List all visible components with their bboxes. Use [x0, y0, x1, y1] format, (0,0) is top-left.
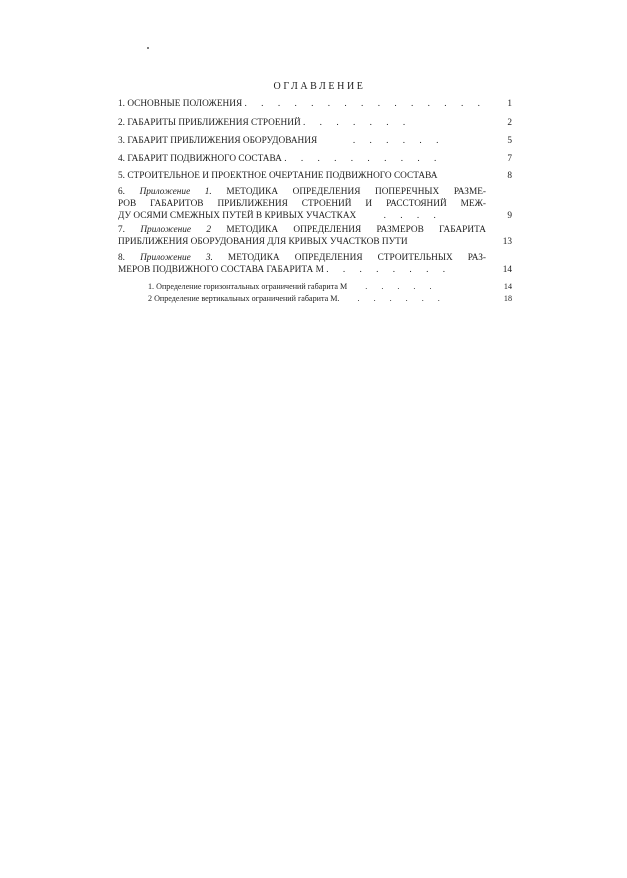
entry-title: ГАБАРИТЫ ПРИБЛИЖЕНИЯ СТРОЕНИЙ	[127, 118, 301, 128]
entry-page: 9	[507, 211, 512, 221]
dot-leader: . . . . . . . . . . . . . . .	[244, 99, 486, 109]
entry-title-line: МЕТОДИКА ОПРЕДЕЛЕНИЯ РАЗМЕРОВ ГАБАРИТА	[226, 225, 486, 235]
entry-title-line: ДУ ОСЯМИ СМЕЖНЫХ ПУТЕЙ В КРИВЫХ УЧАСТКАХ	[118, 211, 357, 221]
dot-leader: . . . .	[358, 211, 442, 221]
entry-line-2: РОВ ГАБАРИТОВ ПРИБЛИЖЕНИЯ СТРОЕНИЙ И РАССТОЯНИЙ МЕЖ-	[118, 199, 486, 209]
entry-page: 2	[507, 118, 512, 128]
entry-line-2: ПРИБЛИЖЕНИЯ ОБОРУДОВАНИЯ ДЛЯ КРИВЫХ УЧАСТКОВ ПУТИ	[118, 237, 408, 247]
entry-number: 6.	[118, 187, 125, 197]
entry-title: СТРОИТЕЛЬНОЕ И ПРОЕКТНОЕ ОЧЕРТАНИЕ ПОДВИЖНОГО СОСТАВА	[127, 171, 438, 181]
entry-title: Определение горизонтальных ограничений габарита М	[156, 282, 348, 291]
entry-page: 8	[507, 171, 512, 181]
entry-number: 3.	[118, 136, 125, 146]
entry-page: 14	[503, 282, 512, 291]
entry-title-line: МЕТОДИКА ОПРЕДЕЛЕНИЯ СТРОИТЕЛЬНЫХ РАЗ-	[227, 253, 486, 263]
appendix-label: Приложение 2	[140, 225, 211, 235]
entry-number: 8.	[118, 253, 125, 263]
toc-heading: ОГЛАВЛЕНИЕ	[273, 81, 366, 92]
scan-speck	[147, 47, 149, 49]
entry-page: 5	[507, 136, 512, 146]
appendix-label: Приложение 3.	[140, 253, 213, 263]
entry-title: ГАБАРИТ ПРИБЛИЖЕНИЯ ОБОРУДОВАНИЯ	[127, 136, 318, 146]
entry-number: 1.	[118, 99, 125, 109]
entry-title: ОСНОВНЫЕ ПОЛОЖЕНИЯ	[127, 99, 243, 109]
entry-number: 4.	[118, 154, 125, 164]
dot-leader: . . . . . . .	[303, 118, 412, 128]
entry-page: 14	[502, 265, 512, 275]
entry-line-1	[118, 224, 486, 236]
entry-page: 18	[503, 294, 512, 303]
entry-title-line: МЕРОВ ПОДВИЖНОГО СОСТАВА ГАБАРИТА М	[118, 265, 324, 275]
entry-number: 2	[148, 294, 153, 303]
entry-line-1	[118, 252, 486, 264]
entry-page: 13	[502, 237, 512, 247]
dot-leader: . . . . . .	[319, 136, 445, 146]
entry-line-3	[118, 210, 486, 222]
entry-page: 1	[507, 99, 512, 109]
entry-line-2	[118, 264, 486, 276]
entry-number: 1.	[148, 282, 155, 291]
entry-number: 2.	[118, 118, 125, 128]
entry-page: 7	[507, 154, 512, 164]
entry-line-1	[118, 186, 486, 198]
appendix-label: Приложение 1.	[139, 187, 212, 197]
dot-leader: . . . . . .	[341, 294, 446, 303]
entry-number: 5.	[118, 171, 125, 181]
entry-title: ГАБАРИТ ПОДВИЖНОГО СОСТАВА	[127, 154, 282, 164]
dot-leader: . . . . . . . . . .	[284, 154, 443, 164]
entry-title: Определение вертикальных ограничений габарита М.	[154, 294, 340, 303]
dot-leader: . . . . . . . .	[326, 265, 452, 275]
entry-title-line: МЕТОДИКА ОПРЕДЕЛЕНИЯ ПОПЕРЕЧНЫХ РАЗМЕ-	[226, 187, 486, 197]
entry-number: 7.	[118, 225, 125, 235]
dot-leader: . . . . .	[349, 282, 438, 291]
